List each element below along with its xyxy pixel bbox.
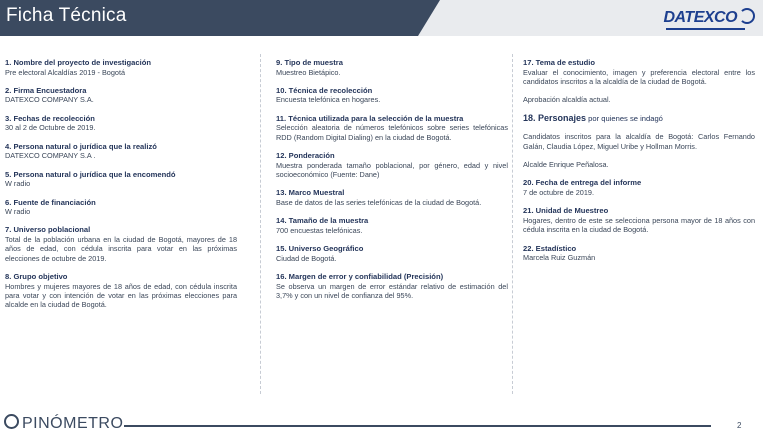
spec-body: Candidatos inscritos para la alcaldía de Bogotá: Carlos Fernando Galán, Claudia López, Miguel Uribe y Hollman Morris. bbox=[523, 132, 755, 151]
spec-heading: 16. Margen de error y confiabilidad (Precisión) bbox=[276, 272, 444, 282]
spec-body: 700 encuestas telefónicas. bbox=[276, 225, 363, 235]
spec-body: Hogares, dentro de este se selecciona persona mayor de 18 años con cédula inscrita en la ciudad de Bogotá. bbox=[523, 215, 755, 235]
spec-body: W radio bbox=[5, 207, 31, 217]
spec-body: Se observa un margen de error estándar relativo de estimación del 3,7% y con un nivel de confianza del 95%. bbox=[276, 281, 508, 301]
spec-item bbox=[523, 114, 755, 124]
spec-body: DATEXCO COMPANY S.A . bbox=[5, 151, 96, 161]
spec-body: Selección aleatoria de números telefónicos sobre series telefónicas RDD (Random Digital Dialing) en la ciudad de Bogotá. bbox=[276, 123, 508, 142]
spec-item bbox=[523, 132, 755, 151]
spec-heading: 11. Técnica utilizada para la selección de la muestra bbox=[276, 113, 464, 123]
spec-heading: 12. Ponderación bbox=[276, 151, 335, 161]
spec-body: Muestra ponderada tamaño poblacional, por género, edad y nivel socioeconómico (Fuente: Dane) bbox=[276, 160, 508, 180]
spec-body: Evaluar el conocimiento, imagen y preferencia electoral entre los candidatos inscritos a la alcaldía de la ciudad de Bogotá. bbox=[523, 67, 755, 86]
spec-heading bbox=[523, 114, 755, 124]
column-divider bbox=[512, 54, 513, 394]
spec-heading-main: 18. Personajes bbox=[523, 112, 587, 123]
spec-heading-suffix: por quienes se indagó bbox=[586, 113, 663, 123]
spec-item bbox=[523, 244, 755, 263]
spec-item bbox=[276, 188, 508, 207]
spec-heading: 6. Fuente de financiación bbox=[5, 197, 96, 207]
spec-body: 7 de octubre de 2019. bbox=[523, 187, 594, 197]
spec-body: Pre electoral Alcaldías 2019 - Bogotá bbox=[5, 67, 126, 77]
spec-body: Aprobación alcaldía actual. bbox=[523, 95, 611, 105]
spec-heading: 10. Técnica de recolección bbox=[276, 85, 373, 95]
datexco-logo bbox=[664, 8, 756, 27]
spec-heading: 1. Nombre del proyecto de investigación bbox=[5, 58, 152, 67]
spec-item bbox=[523, 160, 755, 169]
spec-item bbox=[523, 206, 755, 234]
spec-heading: 20. Fecha de entrega del informe bbox=[523, 178, 642, 188]
spec-heading: 5. Persona natural o jurídica que la encomendó bbox=[5, 169, 176, 179]
spec-item bbox=[276, 151, 508, 179]
spec-heading: 9. Tipo de muestra bbox=[276, 58, 343, 67]
spec-body: 30 al 2 de Octubre de 2019. bbox=[5, 123, 96, 133]
spec-heading: 4. Persona natural o jurídica que la realizó bbox=[5, 141, 157, 151]
column-2 bbox=[276, 58, 508, 309]
spec-item bbox=[276, 272, 508, 300]
spec-item bbox=[5, 114, 237, 133]
column-3 bbox=[523, 58, 755, 272]
page-number: 2 bbox=[737, 421, 742, 430]
spec-item bbox=[523, 178, 755, 197]
spec-item bbox=[523, 58, 755, 86]
spec-item bbox=[276, 86, 508, 105]
spec-heading: 17. Tema de estudio bbox=[523, 58, 596, 67]
slide-title: Ficha Técnica bbox=[6, 5, 127, 26]
spec-heading: 13. Marco Muestral bbox=[276, 188, 345, 198]
spec-item bbox=[276, 216, 508, 235]
column-1 bbox=[5, 58, 237, 319]
spec-item bbox=[5, 272, 237, 310]
spec-heading: 21. Unidad de Muestreo bbox=[523, 206, 609, 216]
spec-heading: 2. Firma Encuestadora bbox=[5, 85, 87, 95]
spec-body: Marcela Ruiz Guzmán bbox=[523, 253, 596, 263]
spec-item bbox=[276, 58, 508, 77]
spec-body: W radio bbox=[5, 179, 31, 189]
spec-body: Encuesta telefónica en hogares. bbox=[276, 95, 381, 105]
column-divider bbox=[260, 54, 261, 394]
spec-heading: 15. Universo Geográfico bbox=[276, 244, 364, 254]
spec-item bbox=[5, 86, 237, 105]
spec-item bbox=[5, 58, 237, 77]
spec-item bbox=[276, 114, 508, 142]
slide-header bbox=[0, 0, 763, 36]
spec-heading: 14. Tamaño de la muestra bbox=[276, 216, 369, 226]
spec-item bbox=[276, 244, 508, 263]
spec-item bbox=[523, 95, 755, 104]
spec-body: Alcalde Enrique Peñalosa. bbox=[523, 160, 609, 170]
brand-name: DATEXCO bbox=[663, 9, 738, 26]
swoosh-icon bbox=[739, 8, 755, 24]
spec-body: Muestreo Bietápico. bbox=[276, 67, 341, 77]
spec-item bbox=[5, 198, 237, 217]
spec-body: DATEXCO COMPANY S.A. bbox=[5, 95, 94, 105]
footer-logo-text: PINÓMETRO bbox=[22, 415, 124, 432]
spec-heading: 3. Fechas de recolección bbox=[5, 113, 95, 123]
spec-heading: 22. Estadístico bbox=[523, 243, 577, 253]
spec-body: Hombres y mujeres mayores de 18 años de edad, con cédula inscrita para votar y con intención de votar en las próximas elecciones para alcalde en la ciudad de Bogotá. bbox=[5, 281, 237, 310]
spec-heading: 7. Universo poblacional bbox=[5, 225, 91, 235]
spec-heading: 8. Grupo objetivo bbox=[5, 272, 68, 282]
spec-item bbox=[5, 170, 237, 189]
footer-rule bbox=[124, 425, 711, 427]
location-pin-icon bbox=[4, 414, 19, 429]
spec-body: Ciudad de Bogotá. bbox=[276, 253, 337, 263]
spec-body: Base de datos de las series telefónicas de la ciudad de Bogotá. bbox=[276, 197, 482, 207]
spec-item bbox=[5, 225, 237, 263]
pinometro-logo bbox=[4, 414, 123, 433]
brand-underline bbox=[666, 28, 746, 30]
spec-item bbox=[5, 142, 237, 161]
spec-body: Total de la población urbana en la ciudad de Bogotá, mayores de 18 años de edad, con cédula inscrita para votar en las próximas elecciones de octubre de 2019. bbox=[5, 234, 237, 263]
